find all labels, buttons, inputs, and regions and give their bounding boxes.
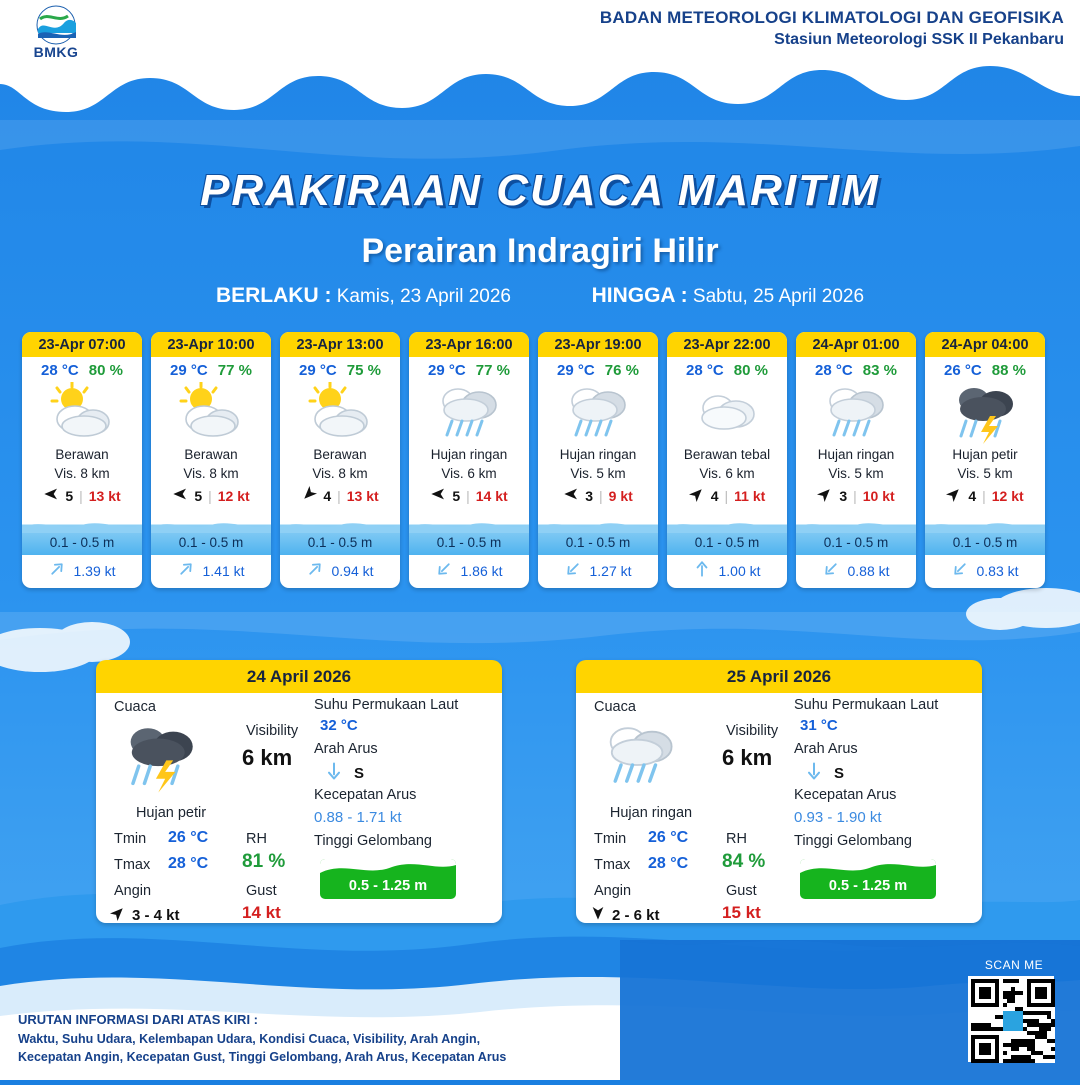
visibility-label: Visibility	[726, 723, 779, 739]
partly-cloudy-sun-icon	[22, 381, 142, 443]
tmax-label: Tmax	[594, 857, 631, 873]
gust-value: 15 kt	[722, 903, 761, 922]
header-institution	[600, 8, 1064, 49]
daily-date: 24 April 2026	[96, 660, 502, 693]
hourly-card	[151, 332, 271, 588]
scan-label: SCAN ME	[984, 958, 1044, 972]
hourly-card	[925, 332, 1045, 588]
hourly-humidity: 88 %	[991, 362, 1026, 379]
daily-date: 25 April 2026	[576, 660, 982, 693]
hourly-wind-speed: 14 kt	[475, 487, 508, 504]
daily-condition: Hujan petir	[135, 805, 207, 821]
current-direction-icon	[693, 560, 711, 581]
hourly-condition: Berawan	[184, 447, 238, 462]
gust-label: Gust	[726, 883, 757, 899]
hourly-wind-degree: 4	[323, 487, 332, 504]
hourly-time: 23-Apr 07:00	[22, 332, 142, 357]
wind-direction-icon	[301, 486, 317, 505]
hourly-wind-speed: 13 kt	[346, 487, 379, 504]
wave-height-badge	[320, 859, 456, 899]
current-direction-icon	[177, 560, 195, 581]
hourly-time: 24-Apr 01:00	[796, 332, 916, 357]
qr-code[interactable]	[968, 976, 1054, 1062]
rh-label: RH	[726, 831, 747, 847]
hourly-current-speed: 1.39 kt	[73, 562, 116, 579]
wind-direction-icon	[563, 486, 579, 505]
wind-separator: |	[337, 487, 341, 504]
current-direction-value: S	[354, 765, 365, 782]
valid-from-value: Kamis, 23 April 2026	[336, 286, 511, 307]
rh-value: 81 %	[242, 851, 286, 872]
sst-label: Suhu Permukaan Laut	[314, 697, 459, 713]
hourly-wave-height: 0.1 - 0.5 m	[694, 535, 760, 550]
tmin-label: Tmin	[114, 831, 147, 847]
hourly-wind-speed: 13 kt	[88, 487, 121, 504]
wave-height-badge	[800, 859, 936, 899]
cloudy-icon	[667, 381, 787, 443]
wind-value: 3 - 4 kt	[132, 907, 180, 923]
tmin-value: 26 °C	[648, 829, 689, 846]
hourly-humidity: 80 %	[88, 362, 123, 379]
hourly-wave-box	[151, 509, 271, 555]
page-title: PRAKIRAAN CUACA MARITIM	[200, 166, 880, 215]
hourly-time: 23-Apr 10:00	[151, 332, 271, 357]
hourly-current-speed: 0.83 kt	[976, 562, 1019, 579]
daily-weather-label: Cuaca	[114, 699, 156, 715]
hourly-wave-box	[280, 509, 400, 555]
hourly-visibility: Vis. 8 km	[312, 466, 368, 481]
valid-from-label: BERLAKU :	[215, 284, 332, 307]
hourly-temperature: 29 °C	[299, 362, 337, 379]
wind-separator: |	[982, 487, 986, 504]
daily-forecast-card	[96, 660, 502, 923]
wind-direction-icon	[590, 905, 606, 923]
scan-me-block	[968, 958, 1060, 1062]
hourly-current-speed: 1.00 kt	[718, 562, 761, 579]
page-subtitle: Perairan Indragiri Hilir	[361, 232, 719, 270]
wave-height-label: Tinggi Gelombang	[314, 833, 432, 849]
header-line-1: BADAN METEOROLOGI KLIMATOLOGI DAN GEOFISIKA	[599, 8, 1064, 27]
hourly-wave-height: 0.1 - 0.5 m	[49, 535, 115, 550]
current-direction-icon	[951, 560, 969, 581]
hourly-visibility: Vis. 5 km	[828, 466, 884, 481]
hourly-wind-degree: 3	[585, 487, 594, 504]
current-direction-icon	[324, 761, 344, 786]
hourly-wind-degree: 4	[710, 487, 719, 504]
hourly-card	[796, 332, 916, 588]
current-direction-icon	[306, 560, 324, 581]
hourly-wave-box	[796, 509, 916, 555]
wind-separator: |	[724, 487, 729, 504]
wind-label: Angin	[114, 883, 152, 899]
wind-label: Angin	[594, 883, 632, 899]
visibility-value: 6 km	[722, 745, 773, 770]
legend-line-2: Kecepatan Angin, Kecepatan Gust, Tinggi Gelombang, Arah Arus, Kecepatan Arus	[18, 1049, 507, 1064]
hourly-current-speed: 1.41 kt	[202, 562, 245, 579]
hourly-forecast-list	[22, 332, 1058, 588]
rain-icon	[796, 381, 916, 443]
thunderstorm-icon	[925, 381, 1045, 443]
hourly-wave-height: 0.1 - 0.5 m	[565, 535, 631, 550]
wave-height-value: 0.5 - 1.25 m	[348, 878, 428, 894]
hourly-visibility: Vis. 5 km	[957, 466, 1013, 481]
hourly-temperature: 28 °C	[686, 362, 724, 379]
bmkg-logo	[14, 5, 98, 61]
hourly-time: 23-Apr 19:00	[538, 332, 658, 357]
current-direction-label: Arah Arus	[794, 741, 858, 757]
current-direction-icon	[804, 761, 824, 786]
hourly-card	[280, 332, 400, 588]
hourly-wave-box	[538, 509, 658, 555]
hourly-wind-speed: 12 kt	[991, 487, 1024, 504]
hourly-wind-speed: 11 kt	[734, 487, 766, 504]
hourly-card	[538, 332, 658, 588]
current-speed-value: 0.88 - 1.71 kt	[314, 809, 402, 826]
hourly-humidity: 77 %	[217, 362, 252, 379]
daily-weather-label: Cuaca	[594, 699, 636, 715]
hourly-condition: Berawan tebal	[683, 447, 771, 462]
rh-value: 84 %	[722, 851, 766, 872]
legend-note	[18, 1011, 618, 1066]
wave-height-value: 0.5 - 1.25 m	[828, 878, 908, 894]
wind-separator: |	[79, 487, 83, 504]
wind-direction-icon	[430, 486, 446, 505]
hourly-card	[667, 332, 787, 588]
hourly-wave-box	[22, 509, 142, 555]
gust-value: 14 kt	[242, 903, 281, 922]
sst-label: Suhu Permukaan Laut	[794, 697, 939, 713]
hourly-visibility: Vis. 6 km	[441, 466, 497, 481]
visibility-label: Visibility	[246, 723, 299, 739]
tmax-value: 28 °C	[168, 855, 209, 872]
hourly-visibility: Vis. 6 km	[699, 466, 755, 481]
tmax-label: Tmax	[114, 857, 151, 873]
current-speed-label: Kecepatan Arus	[314, 787, 417, 803]
thunderstorm-icon	[118, 719, 203, 798]
hourly-wind-degree: 5	[65, 487, 74, 504]
valid-until-value: Sabtu, 25 April 2026	[692, 286, 865, 307]
hourly-humidity: 76 %	[604, 362, 639, 379]
hourly-wind-degree: 5	[452, 487, 461, 504]
partly-cloudy-sun-icon	[280, 381, 400, 443]
hourly-visibility: Vis. 5 km	[570, 466, 626, 481]
rain-icon	[409, 381, 529, 443]
current-speed-label: Kecepatan Arus	[794, 787, 897, 803]
current-direction-icon	[435, 560, 453, 581]
hourly-wind-degree: 5	[194, 487, 203, 504]
wind-separator: |	[208, 487, 212, 504]
hourly-humidity: 77 %	[475, 362, 510, 379]
partly-cloudy-sun-icon	[151, 381, 271, 443]
hourly-wave-box	[925, 509, 1045, 555]
hourly-wave-height: 0.1 - 0.5 m	[307, 535, 373, 550]
current-direction-icon	[564, 560, 582, 581]
hourly-time: 23-Apr 13:00	[280, 332, 400, 357]
rh-label: RH	[246, 831, 267, 847]
daily-forecast-card	[576, 660, 982, 923]
hourly-current-speed: 1.27 kt	[589, 562, 632, 579]
hourly-wave-box	[409, 509, 529, 555]
gust-label: Gust	[246, 883, 277, 899]
hourly-temperature: 28 °C	[41, 362, 79, 379]
hourly-wave-height: 0.1 - 0.5 m	[436, 535, 502, 550]
valid-until-label: HINGGA :	[591, 284, 688, 307]
current-direction-icon	[822, 560, 840, 581]
wave-height-label: Tinggi Gelombang	[794, 833, 912, 849]
visibility-value: 6 km	[242, 745, 293, 770]
wind-direction-icon	[817, 486, 833, 505]
tmin-value: 26 °C	[168, 829, 209, 846]
wind-separator: |	[599, 487, 603, 504]
hourly-wave-height: 0.1 - 0.5 m	[823, 535, 889, 550]
tmax-value: 28 °C	[648, 855, 689, 872]
hourly-humidity: 80 %	[733, 362, 768, 379]
hourly-visibility: Vis. 8 km	[54, 466, 110, 481]
hourly-card	[409, 332, 529, 588]
hourly-condition: Hujan petir	[952, 447, 1018, 462]
hourly-visibility: Vis. 8 km	[183, 466, 239, 481]
hourly-condition: Hujan ringan	[559, 447, 637, 462]
page-header	[0, 0, 1080, 62]
hourly-temperature: 26 °C	[944, 362, 982, 379]
hourly-temperature: 29 °C	[557, 362, 595, 379]
hourly-current-speed: 0.88 kt	[847, 562, 890, 579]
logo-text: BMKG	[33, 44, 79, 60]
hourly-current-speed: 0.94 kt	[331, 562, 374, 579]
daily-condition: Hujan ringan	[609, 805, 693, 821]
validity-period	[0, 284, 1080, 308]
hourly-time: 23-Apr 16:00	[409, 332, 529, 357]
legend-line-1: Waktu, Suhu Udara, Kelembapan Udara, Kondisi Cuaca, Visibility, Arah Angin,	[18, 1031, 481, 1046]
current-speed-value: 0.93 - 1.90 kt	[794, 809, 882, 826]
hourly-wind-degree: 3	[839, 487, 848, 504]
hourly-time: 23-Apr 22:00	[667, 332, 787, 357]
hourly-time: 24-Apr 04:00	[925, 332, 1045, 357]
sst-value: 31 °C	[800, 717, 838, 734]
wind-direction-icon	[172, 486, 188, 505]
current-direction-value: S	[834, 765, 845, 782]
hourly-wind-speed: 10 kt	[862, 487, 895, 504]
rain-icon	[598, 719, 683, 795]
hourly-condition: Berawan	[313, 447, 367, 462]
wind-direction-icon	[689, 486, 705, 505]
wind-separator: |	[466, 487, 470, 504]
current-direction-label: Arah Arus	[314, 741, 378, 757]
hourly-condition: Berawan	[55, 447, 109, 462]
hourly-wave-height: 0.1 - 0.5 m	[178, 535, 244, 550]
hourly-condition: Hujan ringan	[430, 447, 508, 462]
sst-value: 32 °C	[320, 717, 358, 734]
wind-direction-icon	[110, 905, 126, 923]
hourly-wind-speed: 12 kt	[217, 487, 250, 504]
hourly-wind-degree: 4	[968, 487, 977, 504]
legend-title: URUTAN INFORMASI DARI ATAS KIRI :	[18, 1011, 258, 1027]
hourly-condition: Hujan ringan	[817, 447, 895, 462]
wind-direction-icon	[43, 486, 59, 505]
hourly-temperature: 29 °C	[170, 362, 208, 379]
hourly-humidity: 83 %	[862, 362, 897, 379]
header-line-2: Stasiun Meteorologi SSK II Pekanbaru	[774, 31, 1064, 48]
hourly-card	[22, 332, 142, 588]
hourly-wind-speed: 9 kt	[608, 487, 633, 504]
current-direction-icon	[48, 560, 66, 581]
wind-value: 2 - 6 kt	[612, 907, 660, 923]
hourly-temperature: 28 °C	[815, 362, 853, 379]
wind-direction-icon	[946, 486, 962, 505]
hourly-wave-box	[667, 509, 787, 555]
hourly-current-speed: 1.86 kt	[460, 562, 503, 579]
tmin-label: Tmin	[594, 831, 627, 847]
hourly-wave-height: 0.1 - 0.5 m	[952, 535, 1018, 550]
wind-separator: |	[853, 487, 857, 504]
hourly-temperature: 29 °C	[428, 362, 466, 379]
hourly-humidity: 75 %	[346, 362, 381, 379]
rain-icon	[538, 381, 658, 443]
